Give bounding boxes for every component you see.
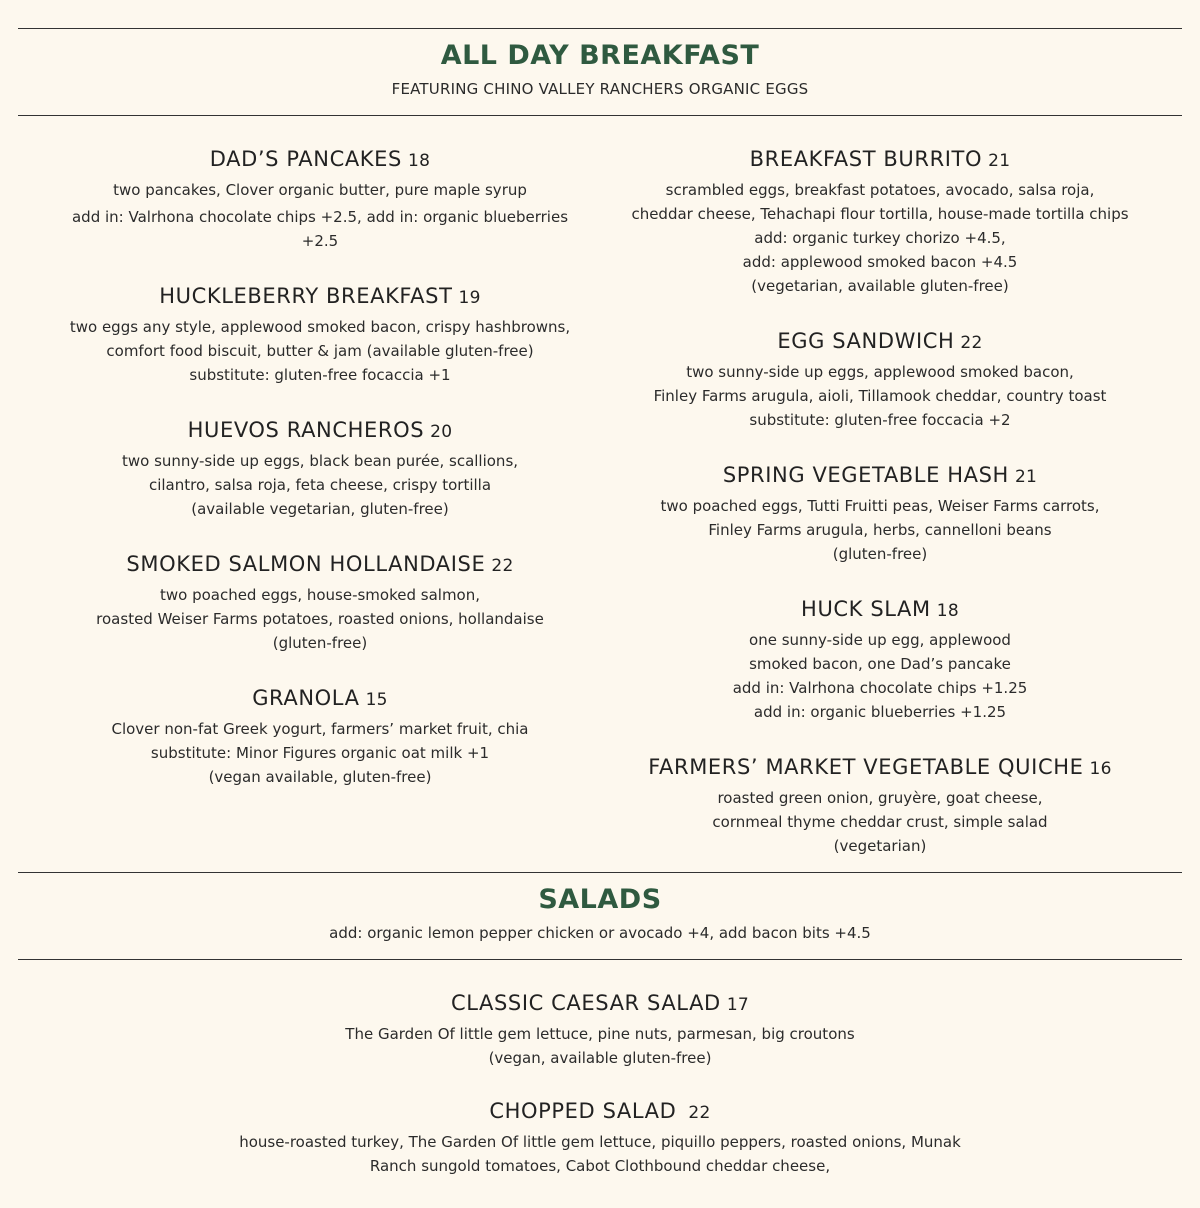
item-price: 22 — [688, 1103, 711, 1123]
item-price: 19 — [458, 288, 481, 308]
item-description: two poached eggs, Tutti Fruitti peas, Weiser Farms carrots, — [660, 497, 1100, 515]
item-description: roasted Weiser Farms potatoes, roasted onions, hollandaise — [96, 610, 544, 628]
item-description: cornmeal thyme cheddar crust, simple salad — [712, 813, 1048, 831]
item-name: DAD’S PANCAKES — [209, 147, 402, 171]
item-addon: add in: Valrhona chocolate chips +1.25 — [732, 679, 1028, 697]
item-addon: add: organic turkey chorizo +4.5, — [754, 229, 1006, 247]
item-price: 18 — [407, 151, 431, 171]
breakfast-section-subtitle: FEATURING CHINO VALLEY RANCHERS ORGANIC EGGS — [391, 80, 809, 98]
menu-item-granola — [40, 685, 600, 789]
item-description: Clover non-fat Greek yogurt, farmers’ market fruit, chia — [111, 720, 529, 738]
menu-item-huck-slam — [600, 596, 1160, 724]
item-description: roasted green onion, gruyère, goat cheese, — [717, 789, 1043, 807]
item-description: two sunny-side up eggs, black bean purée, scallions, — [121, 452, 519, 470]
salads-section-subtitle: add: organic lemon pepper chicken or avocado +4, add bacon bits +4.5 — [329, 924, 871, 942]
item-description: The Garden Of little gem lettuce, pine nuts, parmesan, big croutons — [345, 1025, 855, 1043]
item-dietary-note: (available vegetarian, gluten-free) — [191, 500, 449, 518]
menu-item-dads-pancakes — [40, 146, 600, 253]
item-name: SPRING VEGETABLE HASH — [722, 463, 1009, 487]
menu-item-egg-sandwich — [600, 328, 1160, 432]
item-description: scrambled eggs, breakfast potatoes, avocado, salsa roja, — [665, 181, 1095, 199]
item-description: one sunny-side up egg, applewood — [749, 631, 1011, 649]
salads-header-divider — [18, 959, 1182, 960]
item-dietary-note: (gluten-free) — [832, 545, 928, 563]
menu-item-classic-caesar-salad — [140, 990, 1060, 1070]
item-price: 17 — [726, 995, 750, 1015]
item-description: two poached eggs, house-smoked salmon, — [159, 586, 481, 604]
salads-column — [140, 990, 1060, 1208]
item-addon: substitute: gluten-free foccacia +2 — [749, 411, 1011, 429]
item-description: two sunny-side up eggs, applewood smoked bacon, — [686, 363, 1074, 381]
item-dietary-note: (gluten-free) — [272, 634, 368, 652]
item-dietary-note: (vegetarian, available gluten-free) — [751, 277, 1009, 295]
item-addon: substitute: gluten-free focaccia +1 — [189, 366, 451, 384]
item-name: CLASSIC CAESAR SALAD — [450, 991, 721, 1015]
item-name: HUCKLEBERRY BREAKFAST — [159, 284, 453, 308]
item-addon: add in: organic blueberries +1.25 — [753, 703, 1007, 721]
item-name: HUEVOS RANCHEROS — [187, 418, 425, 442]
item-price: 21 — [1014, 467, 1038, 487]
item-description: comfort food biscuit, butter & jam (available gluten-free) — [106, 342, 534, 360]
item-description: smoked bacon, one Dad’s pancake — [749, 655, 1011, 673]
menu-item-spring-vegetable-hash — [600, 462, 1160, 566]
item-name: SMOKED SALMON HOLLANDAISE — [126, 552, 486, 576]
item-dietary-note: (vegetarian) — [833, 837, 927, 855]
item-description: house-roasted turkey, The Garden Of little gem lettuce, piquillo peppers, roasted onions, Munak — [239, 1133, 961, 1151]
menu-item-huevos-rancheros — [40, 417, 600, 521]
breakfast-left-column — [40, 146, 600, 819]
salads-section-title: SALADS — [538, 884, 662, 915]
item-addon: add: applewood smoked bacon +4.5 — [742, 253, 1018, 271]
item-price: 15 — [365, 690, 388, 710]
item-addon: add in: Valrhona chocolate chips +2.5, add in: organic blueberries +2.5 — [71, 208, 569, 250]
menu-item-vegetable-quiche — [600, 754, 1160, 858]
item-name: GRANOLA — [252, 686, 360, 710]
item-price: 22 — [491, 556, 514, 576]
item-description: cilantro, salsa roja, feta cheese, crispy tortilla — [148, 476, 492, 494]
menu-item-smoked-salmon-hollandaise — [40, 551, 600, 655]
menu-item-huckleberry-breakfast — [40, 283, 600, 387]
item-description: Finley Farms arugula, aioli, Tillamook cheddar, country toast — [653, 387, 1107, 405]
item-dietary-note: (vegan, available gluten-free) — [488, 1049, 712, 1067]
top-divider — [18, 28, 1182, 29]
item-description: Finley Farms arugula, herbs, cannelloni beans — [708, 521, 1052, 539]
item-name: BREAKFAST BURRITO — [749, 147, 983, 171]
breakfast-right-column — [600, 146, 1160, 888]
item-name: FARMERS’ MARKET VEGETABLE QUICHE — [648, 755, 1084, 779]
item-description: Ranch sungold tomatoes, Cabot Clothbound cheddar cheese, — [369, 1157, 831, 1175]
item-description: two pancakes, Clover organic butter, pure maple syrup — [113, 181, 527, 199]
item-price: 20 — [430, 422, 453, 442]
item-description: two eggs any style, applewood smoked bacon, crispy hashbrowns, — [69, 318, 571, 336]
breakfast-section-title: ALL DAY BREAKFAST — [440, 40, 760, 71]
breakfast-header-divider — [18, 115, 1182, 116]
salads-top-divider — [18, 872, 1182, 873]
item-addon: substitute: Minor Figures organic oat milk +1 — [150, 744, 490, 762]
item-price: 22 — [960, 333, 983, 353]
item-name: EGG SANDWICH — [777, 329, 955, 353]
item-price: 18 — [936, 601, 959, 621]
item-name: CHOPPED SALAD — [489, 1099, 677, 1123]
menu-item-breakfast-burrito — [600, 146, 1160, 298]
item-price: 21 — [988, 151, 1011, 171]
item-dietary-note: (vegan available, gluten-free) — [208, 768, 432, 786]
menu-item-chopped-salad — [140, 1098, 1060, 1178]
item-price: 16 — [1089, 759, 1112, 779]
item-name: HUCK SLAM — [801, 597, 931, 621]
item-description: cheddar cheese, Tehachapi flour tortilla, house-made tortilla chips — [631, 205, 1129, 223]
